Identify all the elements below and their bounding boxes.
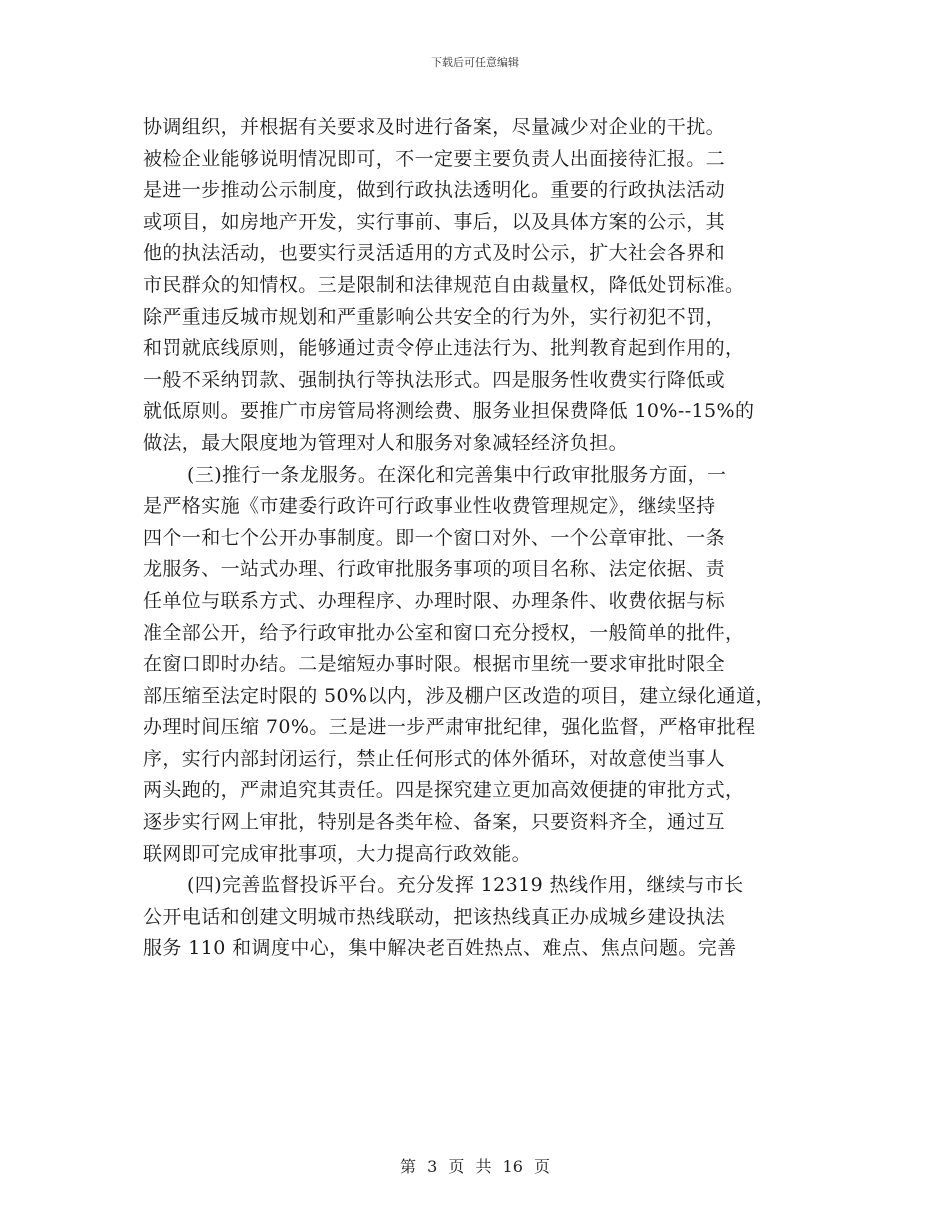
- text-line: 市民群众的知情权。三是限制和法律规范自由裁量权，降低处罚标准。: [143, 273, 745, 296]
- text-line: 逐步实行网上审批，特别是各类年检、备案，只要资料齐全，通过互: [143, 811, 726, 834]
- text-line: 被检企业能够说明情况即可，不一定要主要负责人出面接待汇报。二: [143, 147, 726, 170]
- text-line: 除严重违反城市规划和严重影响公共安全的行为外，实行初犯不罚，: [143, 305, 726, 328]
- text-line: 两头跑的，严肃追究其责任。四是探究建立更加高效便捷的审批方式，: [143, 779, 745, 802]
- text-line: 四个一和七个公开办事制度。即一个窗口对外、一个公章审批、一条: [143, 526, 726, 549]
- page-header: 下载后可任意编辑: [431, 56, 519, 69]
- text-line: 就低原则。要推广市房管局将测绘费、服务业担保费降低 10%--15%的: [143, 400, 755, 423]
- text-line: 他的执法活动，也要实行灵活适用的方式及时公示，扩大社会各界和: [143, 242, 726, 265]
- text-line: 部压缩至法定时限的 50%以内，涉及棚户区改造的项目，建立绿化通道，: [143, 684, 775, 707]
- page-footer: 第 3 页 共 16 页: [400, 1157, 550, 1176]
- text-line: 办理时间压缩 70%。三是进一步严肃审批纪律，强化监督，严格审批程: [143, 716, 756, 739]
- text-line: 公开电话和创建文明城市热线联动，把该热线真正办成城乡建设执法: [143, 905, 726, 928]
- text-line: 是进一步推动公示制度，做到行政执法透明化。重要的行政执法活动: [143, 179, 726, 202]
- text-line: 任单位与联系方式、办理程序、办理时限、办理条件、收费依据与标: [143, 589, 726, 612]
- text-line: 或项目，如房地产开发，实行事前、事后，以及具体方案的公示，其: [143, 210, 726, 233]
- text-line: 联网即可完成审批事项，大力提高行政效能。: [143, 842, 532, 865]
- text-line: 在窗口即时办结。二是缩短办事时限。根据市里统一要求审批时限全: [143, 653, 726, 676]
- text-line: 龙服务、一站式办理、行政审批服务事项的项目名称、法定依据、责: [143, 558, 726, 581]
- document-body: [143, 112, 823, 965]
- paragraph-first-line: (三)推行一条龙服务。在深化和完善集中行政审批服务方面，一: [187, 463, 727, 486]
- text-line: 一般不采纳罚款、强制执行等执法形式。四是服务性收费实行降低或: [143, 368, 726, 391]
- text-line: 协调组织，并根据有关要求及时进行备案，尽量减少对企业的干扰。: [143, 116, 726, 138]
- text-line: 和罚就底线原则，能够通过责令停止违法行为、批判教育起到作用的，: [143, 337, 745, 360]
- text-line: 是严格实施《市建委行政许可行政事业性收费管理规定》，继续坚持: [143, 495, 716, 518]
- paragraph-first-line: (四)完善监督投诉平台。充分发挥 12319 热线作用，继续与市长: [187, 874, 744, 897]
- text-line: 序，实行内部封闭运行，禁止任何形式的体外循环，对故意使当事人: [143, 747, 726, 770]
- text-line: 做法，最大限度地为管理对人和服务对象减轻经济负担。: [143, 431, 629, 454]
- text-line: 准全部公开，给予行政审批办公室和窗口充分授权，一般简单的批件，: [143, 621, 745, 644]
- text-line: 服务 110 和调度中心，集中解决老百姓热点、难点、焦点问题。完善: [143, 937, 737, 960]
